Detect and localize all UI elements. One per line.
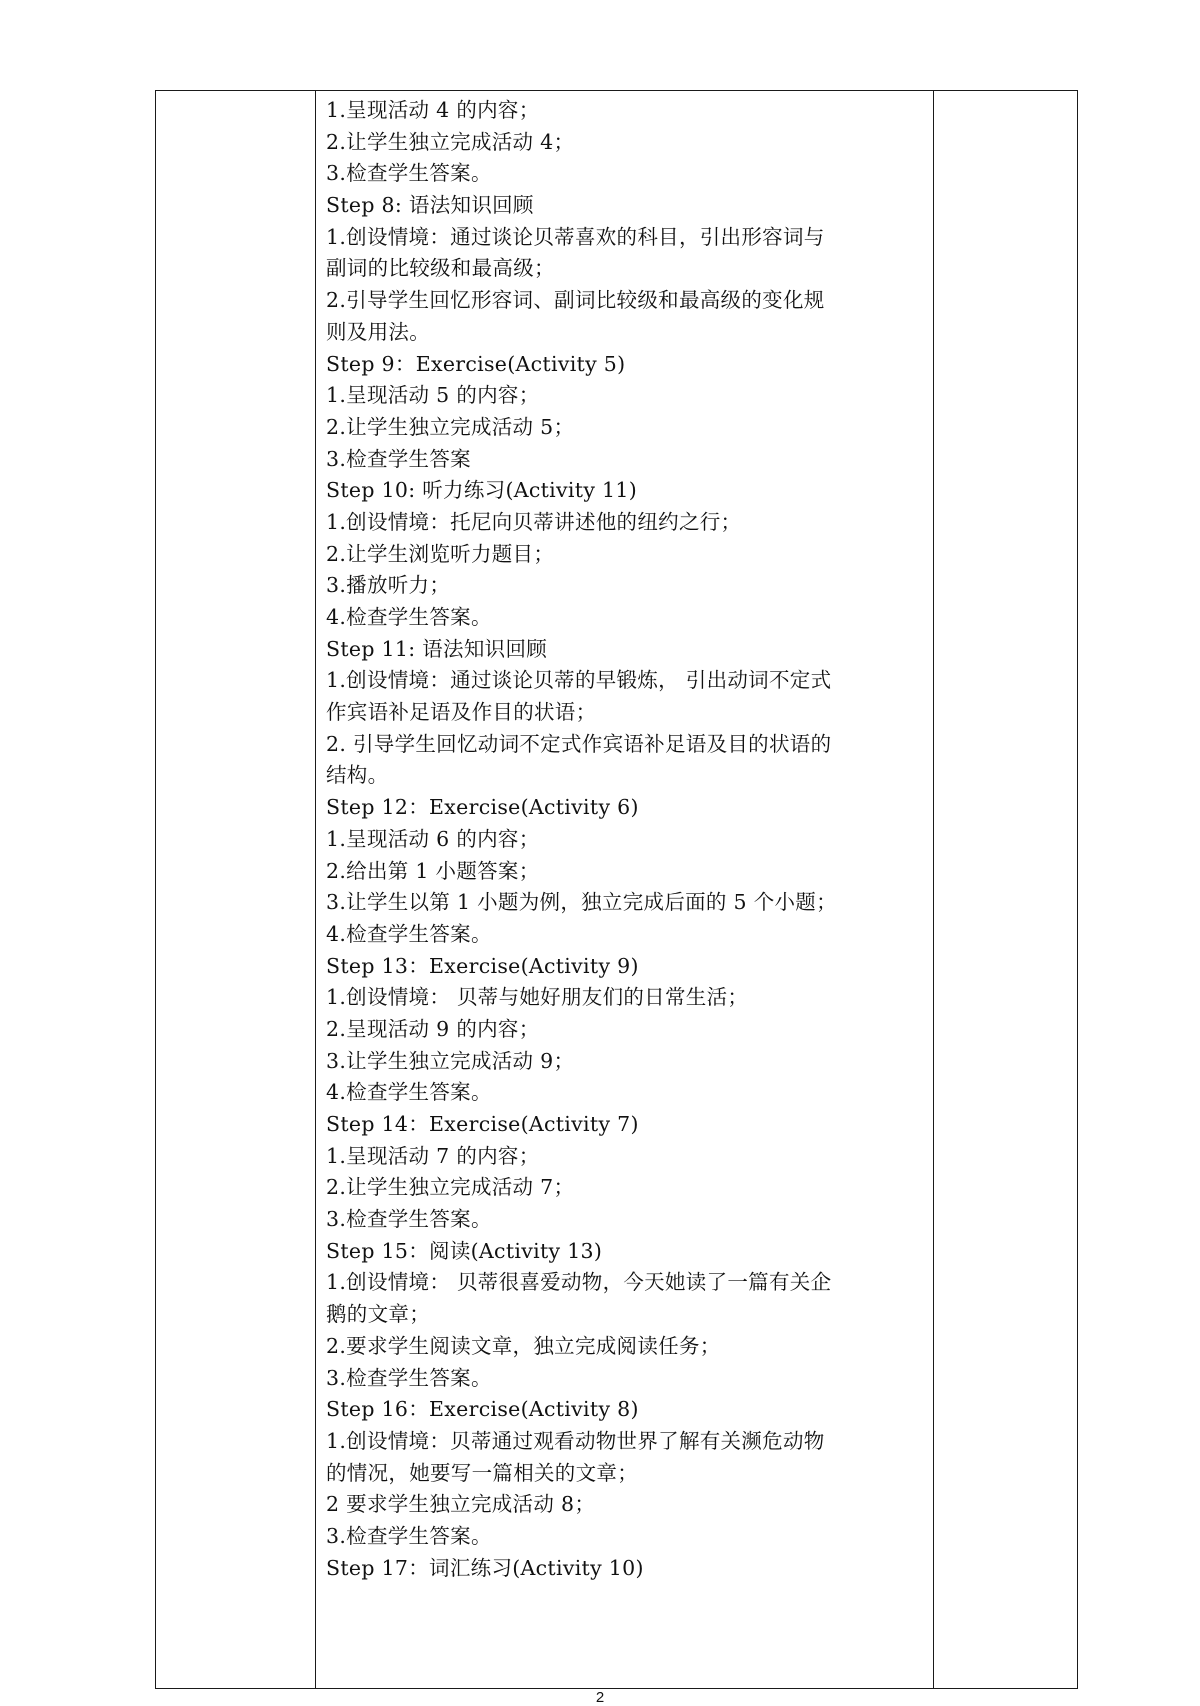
step-heading: Step 14：Exercise(Activity 7) xyxy=(326,1112,639,1136)
step-heading: Step 11: 语法知识回顾 xyxy=(326,636,548,661)
text-line: 2.给出第 1 小题答案； xyxy=(326,858,540,883)
step-heading: Step 10: 听力练习(Activity 11) xyxy=(326,478,637,503)
text-line: 3.检查学生答案。 xyxy=(326,161,492,186)
text-line: 的情况，她要写一篇相关的文章； xyxy=(326,1460,638,1485)
text-line: 3.让学生独立完成活动 9； xyxy=(326,1048,575,1073)
text-line: 2.让学生独立完成活动 7； xyxy=(326,1175,575,1200)
text-line: 1.创设情境： 贝蒂很喜爱动物，今天她读了一篇有关企 xyxy=(326,1270,832,1295)
text-line: 3.检查学生答案。 xyxy=(326,1365,492,1390)
procedure-text xyxy=(316,91,933,1584)
step-heading: Step 13：Exercise(Activity 9) xyxy=(326,953,639,978)
table-row xyxy=(156,91,1078,1689)
text-line: 1.创设情境：贝蒂通过观看动物世界了解有关濒危动物 xyxy=(326,1428,825,1453)
text-line: 作宾语补足语及作目的状语； xyxy=(326,700,597,725)
text-line: 2.让学生独立完成活动 4； xyxy=(326,129,575,154)
text-line: 2.引导学生回忆形容词、副词比较级和最高级的变化规 xyxy=(326,288,825,313)
text-line: 2. 引导学生回忆动词不定式作宾语补足语及目的状语的 xyxy=(326,731,832,756)
text-line: 1.呈现活动 6 的内容； xyxy=(326,826,540,851)
left-column-cell xyxy=(156,91,316,1689)
text-line: 3.检查学生答案。 xyxy=(326,1523,492,1548)
text-line: 2.要求学生阅读文章，独立完成阅读任务； xyxy=(326,1333,721,1358)
text-line: 2.让学生独立完成活动 5； xyxy=(326,414,575,439)
step-heading: Step 17：词汇练习(Activity 10) xyxy=(326,1555,644,1580)
text-line: 4.检查学生答案。 xyxy=(326,605,492,629)
page-number: 2 xyxy=(595,1689,605,1706)
text-line: 1.创设情境：托尼向贝蒂讲述他的纽约之行； xyxy=(326,509,742,534)
text-line: 2.让学生浏览听力题目； xyxy=(326,541,555,566)
step-heading: Step 15：阅读(Activity 13) xyxy=(326,1238,603,1263)
procedure-column-cell xyxy=(316,91,934,1689)
text-line: 1.呈现活动 7 的内容； xyxy=(326,1143,540,1168)
text-line: 鹅的文章； xyxy=(326,1302,430,1327)
text-line: 1.呈现活动 5 的内容； xyxy=(326,383,540,408)
text-line: 1.创设情境： 贝蒂与她好朋友们的日常生活； xyxy=(326,985,749,1010)
text-line: 4.检查学生答案。 xyxy=(326,921,492,946)
text-line: 4.检查学生答案。 xyxy=(326,1080,492,1105)
text-line: 3.播放听力； xyxy=(326,573,451,598)
text-line: 1.创设情境：通过谈论贝蒂喜欢的科目，引出形容词与 xyxy=(326,224,825,249)
text-line: 副词的比较级和最高级； xyxy=(326,256,555,281)
text-line: 3.让学生以第 1 小题为例，独立完成后面的 5 个小题； xyxy=(326,890,837,915)
text-line: 3.检查学生答案 xyxy=(326,446,471,471)
lesson-plan-table xyxy=(155,90,1078,1689)
text-line: 结构。 xyxy=(326,763,389,788)
step-heading: Step 8: 语法知识回顾 xyxy=(326,193,534,218)
step-heading: Step 12：Exercise(Activity 6) xyxy=(326,795,639,820)
step-heading: Step 9：Exercise(Activity 5) xyxy=(326,351,626,376)
text-line: 2 要求学生独立完成活动 8； xyxy=(326,1492,596,1517)
text-line: 则及用法。 xyxy=(326,319,430,344)
text-line: 3.检查学生答案。 xyxy=(326,1207,492,1232)
step-heading: Step 16：Exercise(Activity 8) xyxy=(326,1397,639,1422)
text-line: 2.呈现活动 9 的内容； xyxy=(326,1016,540,1041)
text-line: 1.呈现活动 4 的内容； xyxy=(326,98,540,122)
text-line: 1.创设情境：通过谈论贝蒂的早锻炼， 引出动词不定式 xyxy=(326,668,832,693)
right-column-cell xyxy=(934,91,1078,1689)
